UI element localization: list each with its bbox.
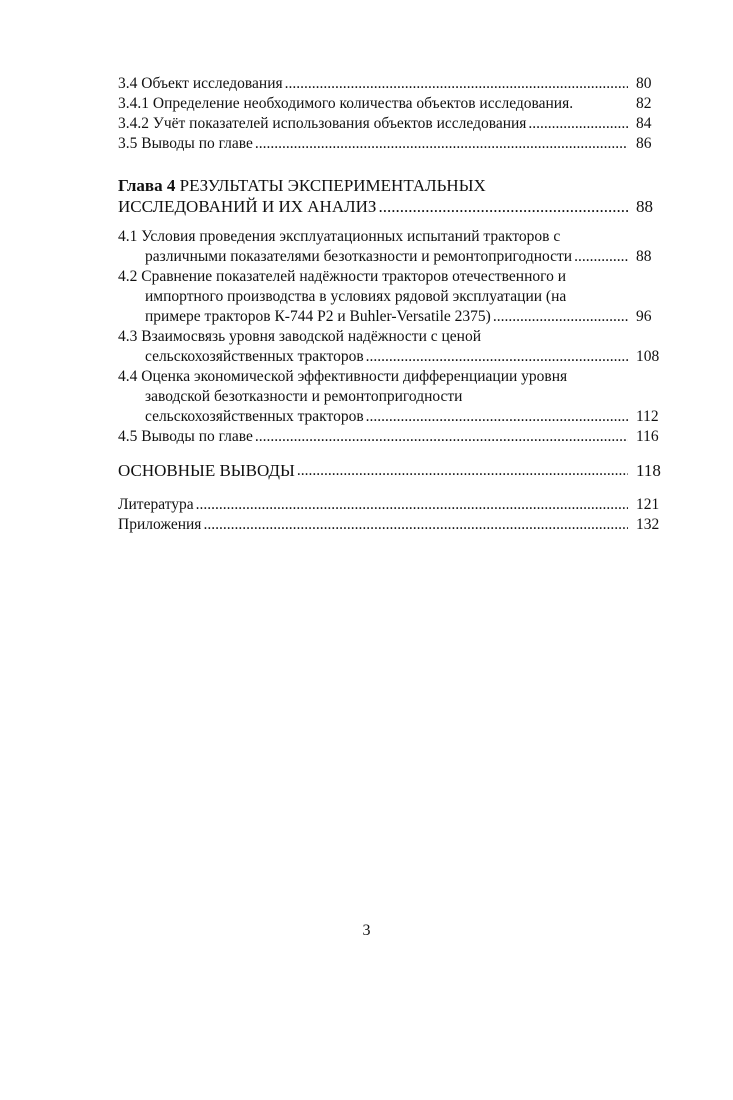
chapter-title-line1: РЕЗУЛЬТАТЫ ЭКСПЕРИМЕНТАЛЬНЫХ <box>179 176 486 195</box>
toc-entry-4-3 <box>118 327 668 367</box>
dot-leader <box>493 307 628 327</box>
dot-leader <box>196 495 628 515</box>
toc-entry-title-line: 4.2 Сравнение показателей надёжности тракторов отечественного и <box>118 268 567 285</box>
toc-entry-4-4 <box>118 367 668 427</box>
toc-entry-title: 3.4.1 Определение необходимого количества объектов исследования. <box>118 95 574 112</box>
toc-entry-page: 121 <box>636 496 660 513</box>
toc-entry-title: 3.5 Выводы по главе <box>118 135 253 152</box>
toc-entry-title: 3.4 Объект исследования <box>118 75 283 92</box>
toc-entry-page: 96 <box>636 308 652 325</box>
toc-entry-title-line: сельскохозяйственных тракторов <box>145 408 364 425</box>
toc-entry-4-5 <box>118 427 668 447</box>
toc-entry-page: 82 <box>636 95 652 112</box>
toc-entry-page: 132 <box>636 516 660 533</box>
toc-chapter-4 <box>118 175 668 217</box>
toc-entry-literature <box>118 495 668 515</box>
toc-entry-conclusions <box>118 461 668 481</box>
toc-entry-page: 118 <box>636 461 661 480</box>
chapter-label: Глава 4 <box>118 176 176 195</box>
toc-entry-page: 108 <box>636 348 660 365</box>
toc-entry-appendices <box>118 515 668 535</box>
toc-entry-4-2 <box>118 267 668 327</box>
dot-leader <box>255 134 628 154</box>
toc-entry-title-line: различными показателями безотказности и ремонтопригодности <box>145 248 573 265</box>
dot-leader <box>366 347 628 367</box>
dot-leader <box>366 407 628 427</box>
toc-entry-page: 88 <box>636 248 652 265</box>
toc-entry-title: 4.5 Выводы по главе <box>118 428 253 445</box>
toc-entry-title: 3.4.2 Учёт показателей использования объектов исследования <box>118 115 527 132</box>
toc-entry-title-line: 4.4 Оценка экономической эффективности дифференциации уровня <box>118 368 568 385</box>
dot-leader <box>285 74 628 94</box>
toc-entry-title: Литература <box>118 496 194 513</box>
toc-entry-title-line: заводской безотказности и ремонтопригодности <box>145 388 463 405</box>
toc-entry-3-4-1 <box>118 94 668 114</box>
toc-entry-title-line: 4.3 Взаимосвязь уровня заводской надёжности с ценой <box>118 328 482 345</box>
toc-entry-title-line: примере тракторов К-744 Р2 и Buhler-Versatile 2375) <box>145 308 491 325</box>
toc-entry-page: 84 <box>636 115 652 132</box>
chapter-title-line2: ИССЛЕДОВАНИЙ И ИХ АНАЛИЗ <box>118 197 377 216</box>
toc-entry-page: 112 <box>636 408 659 425</box>
table-of-contents <box>118 74 668 535</box>
dot-leader <box>528 114 628 134</box>
toc-entry-page: 88 <box>636 197 653 216</box>
toc-entry-3-4 <box>118 74 668 94</box>
toc-entry-3-4-2 <box>118 114 668 134</box>
toc-entry-title-line: сельскохозяйственных тракторов <box>145 348 364 365</box>
dot-leader <box>255 427 628 447</box>
dot-leader <box>203 515 628 535</box>
toc-entry-page: 80 <box>636 75 652 92</box>
toc-entry-title: Приложения <box>118 516 202 533</box>
toc-entry-3-5 <box>118 134 668 154</box>
dot-leader <box>297 461 628 481</box>
toc-entry-page: 86 <box>636 135 652 152</box>
toc-entry-title-line: импортного производства в условиях рядовой эксплуатации (на <box>145 288 567 305</box>
dot-leader <box>378 196 628 217</box>
toc-entry-title-line: 4.1 Условия проведения эксплуатационных испытаний тракторов с <box>118 228 561 245</box>
toc-entry-page: 116 <box>636 428 659 445</box>
dot-leader <box>574 247 628 267</box>
toc-entry-title: ОСНОВНЫЕ ВЫВОДЫ <box>118 461 295 480</box>
toc-entry-4-1 <box>118 227 668 267</box>
page-number: 3 <box>362 922 371 939</box>
